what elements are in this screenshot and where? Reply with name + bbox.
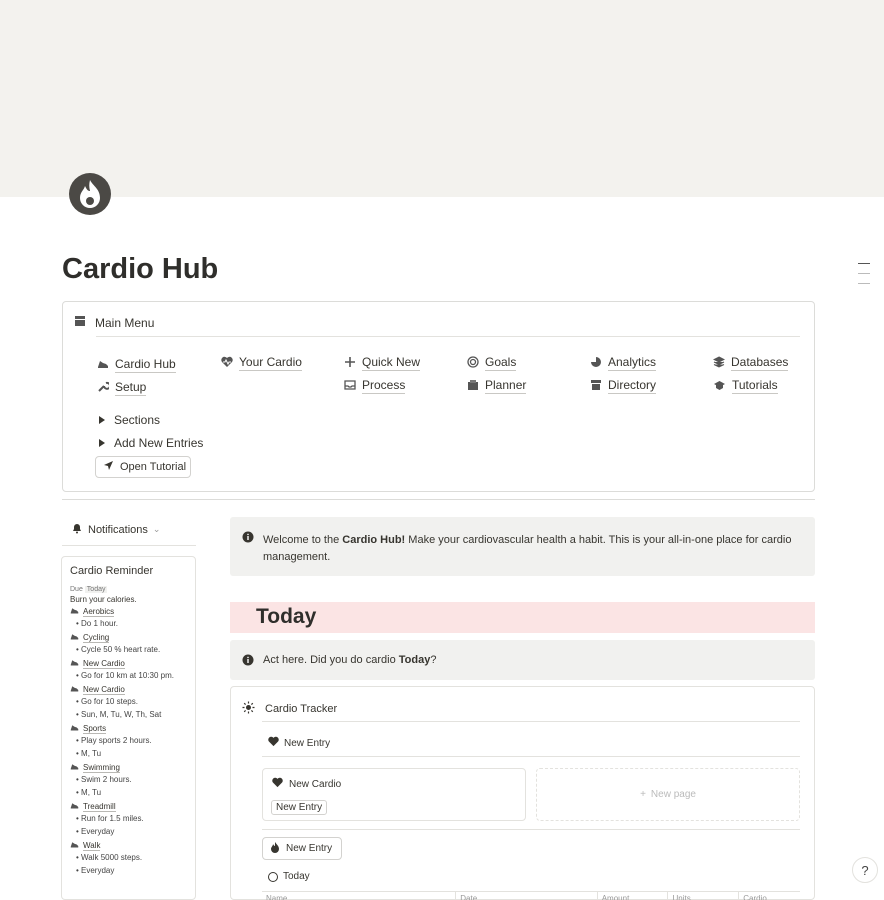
tracker-divider [262,829,800,830]
link-planner[interactable]: Planner [467,378,526,394]
column-amount[interactable]: Amount [598,892,669,900]
column-cardio[interactable]: Cardio [743,894,767,900]
graduation-cap-icon [713,379,726,394]
circle-icon [268,872,278,882]
reminder-item[interactable] [70,762,195,773]
column-name[interactable]: Name [262,892,456,900]
reminder-item[interactable] [70,801,195,812]
new-page-card[interactable]: + New page [536,768,800,821]
link-process[interactable]: Process [344,378,405,394]
wrench-icon [97,381,109,396]
reminder-item[interactable] [70,606,195,617]
reminder-intro: Burn your calories. [70,595,137,604]
reminder-item-detail: • Play sports 2 hours. [76,736,152,745]
link-directory[interactable]: Directory [590,378,656,394]
new-entry-button[interactable]: New Entry [262,837,342,860]
today-callout [230,640,815,680]
running-shoe-icon [70,840,79,851]
flame-icon[interactable] [69,173,111,215]
running-shoe-icon [70,723,79,734]
running-shoe-icon [70,632,79,643]
menu-divider [96,336,800,337]
reminder-item-detail: • Walk 5000 steps. [76,853,143,862]
reminder-item[interactable] [70,840,195,851]
chevron-down-icon: ⌄ [152,524,161,534]
running-shoe-icon [70,762,79,773]
reminder-title: Cardio Reminder [70,565,154,577]
tracker-divider [262,756,800,757]
table-of-contents[interactable] [858,263,870,293]
today-note: Act here. Did you do cardio Today? [263,654,437,666]
toggle-add-new-entries[interactable]: Add New Entries [99,436,203,450]
running-shoe-icon [70,801,79,812]
running-shoe-icon [70,658,79,669]
archive-icon [590,379,602,394]
cardio-reminder-card[interactable] [61,556,196,900]
tracker-title: Cardio Tracker [265,703,338,715]
reminder-item-detail: • Everyday [76,866,115,875]
tracker-divider [262,721,800,722]
plus-icon: + [640,789,646,800]
running-shoe-icon [70,684,79,695]
reminder-item[interactable] [70,658,195,669]
flame-icon [270,842,280,856]
reminder-item-name: New Cardio [83,684,125,694]
sidebar-divider [62,545,196,546]
today-heading: Today [256,605,317,628]
reminder-item[interactable] [70,723,195,734]
info-icon [242,531,254,546]
main-menu-callout [62,301,815,492]
welcome-text: Welcome to the Cardio Hub! Make your cardiovascular health a habit. This is your all-in-one place for cardio management. [263,534,792,563]
reminder-list [70,606,195,877]
reminder-item-name: Treadmill [83,801,116,811]
today-heading-block [230,602,815,633]
reminder-item-detail: • Do 1 hour. [76,619,118,628]
link-tutorials[interactable]: Tutorials [713,378,778,394]
page-cover [0,0,884,197]
link-quick-new[interactable]: Quick New [344,355,420,371]
pie-chart-icon [590,356,602,371]
filter-today[interactable]: Today [268,871,310,882]
card-property: New Entry [271,797,327,815]
reminder-item-detail: • Swim 2 hours. [76,775,132,784]
help-icon[interactable]: ? [852,857,878,883]
link-setup[interactable]: Setup [97,380,146,396]
reminder-item-detail: • Go for 10 km at 10:30 pm. [76,671,174,680]
welcome-callout [230,517,815,576]
main-menu-heading: Main Menu [95,315,155,330]
section-divider [62,499,815,500]
reminder-item-detail: • Everyday [76,827,115,836]
tracker-header [242,701,337,717]
reminder-item-detail: • M, Tu [76,788,102,797]
plus-icon [344,356,356,371]
due-row: Due Today [70,586,106,593]
archive-icon [74,315,86,330]
reminder-item-detail: • Cycle 50 % heart rate. [76,645,161,654]
reminder-item[interactable] [70,632,195,643]
info-icon [242,654,254,669]
reminder-item[interactable] [70,684,195,695]
notifications-toggle[interactable]: Notifications ⌄ [71,522,160,537]
triangle-right-icon [99,439,105,447]
reminder-item-name: Aerobics [83,606,115,616]
reminder-item-name: Cycling [83,632,110,642]
send-arrow-icon [103,460,114,474]
link-cardio-hub[interactable]: Cardio Hub [97,357,176,373]
card-title: New Cardio [272,777,341,791]
gallery-card-new-cardio[interactable] [262,768,526,821]
stack-icon [713,356,725,371]
column-units[interactable]: Units [668,892,739,900]
reminder-item-detail: • Sun, M, Tu, W, Th, Sat [76,710,162,719]
reminder-item-name: Sports [83,723,107,733]
reminder-item-detail: • M, Tu [76,749,102,758]
wallet-icon [467,379,479,394]
heart-pulse-icon [221,356,233,371]
new-entry-view-tab[interactable]: New Entry [268,736,330,750]
page-title: Cardio Hub [62,253,219,285]
table-header [262,891,800,900]
cardio-tracker-callout [230,686,815,900]
link-your-cardio[interactable]: Your Cardio [221,355,302,371]
reminder-item-name: Swimming [83,762,120,772]
bell-icon [71,522,83,537]
running-shoe-icon [97,358,109,373]
toggle-sections[interactable]: Sections [99,413,160,427]
link-analytics[interactable]: Analytics [590,355,656,371]
reminder-item-detail: • Run for 1.5 miles. [76,814,144,823]
reminder-item-name: Walk [83,840,101,850]
target-icon [467,356,479,371]
reminder-item-name: New Cardio [83,658,125,668]
running-shoe-icon [70,606,79,617]
link-databases[interactable]: Databases [713,355,788,371]
heart-pulse-icon [272,777,283,791]
sun-icon [242,701,255,717]
open-tutorial-button[interactable]: Open Tutorial [95,456,191,478]
column-date[interactable]: Date [456,892,597,900]
heart-pulse-icon [268,736,279,750]
link-goals[interactable]: Goals [467,355,516,371]
inbox-icon [344,379,356,394]
triangle-right-icon [99,416,105,424]
reminder-item-detail: • Go for 10 steps. [76,697,138,706]
main-menu-header [74,315,154,330]
